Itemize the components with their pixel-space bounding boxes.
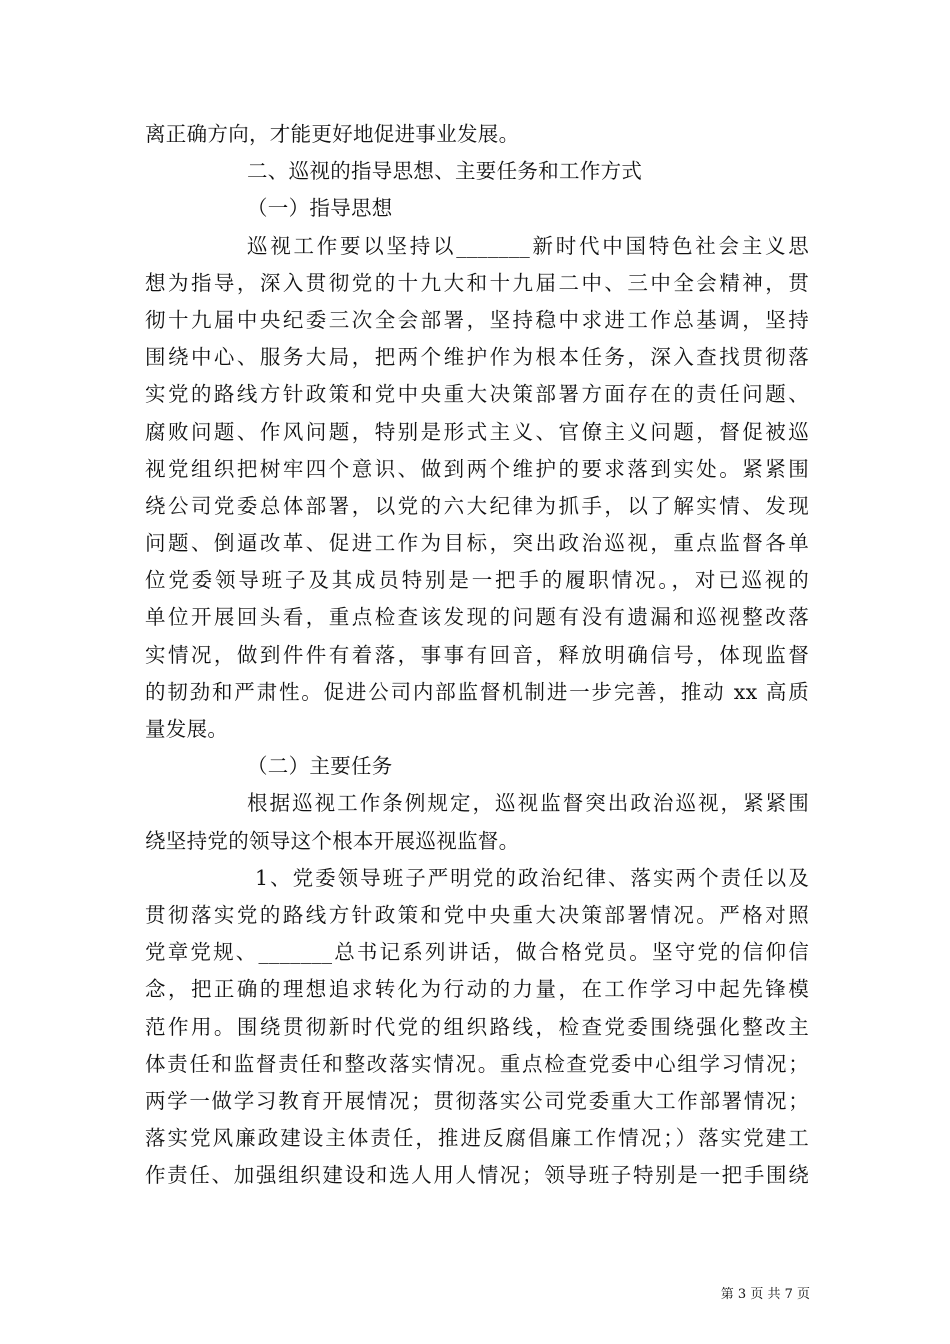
body-line: 围绕中心、服务大局，把两个维护作为根本任务，深入查找贯彻落 bbox=[145, 345, 809, 370]
body-line: 作责任、加强组织建设和选人用人情况；领导班子特别是一把手围绕 bbox=[145, 1163, 809, 1188]
body-line: 根据巡视工作条例规定，巡视监督突出政治巡视，紧紧围 bbox=[247, 791, 809, 816]
section-heading: 二、巡视的指导思想、主要任务和工作方式 bbox=[247, 159, 643, 184]
body-line: 绕坚持党的领导这个根本开展巡视监督。 bbox=[145, 828, 520, 853]
list-item: 1、党委领导班子严明党的政治纪律、落实两个责任以及 bbox=[255, 865, 809, 890]
body-line: 视党组织把树牢四个意识、做到两个维护的要求落到实处。紧紧围 bbox=[145, 456, 809, 481]
body-line: 贯彻落实党的路线方针政策和党中央重大决策部署情况。严格对照 bbox=[145, 902, 809, 927]
body-line: 位党委领导班子及其成员特别是一把手的履职情况。，对已巡视的 bbox=[145, 568, 809, 593]
body-line: 想为指导，深入贯彻党的十九大和十九届二中、三中全会精神，贯 bbox=[145, 270, 809, 295]
page-number: 第 3 页 共 7 页 bbox=[720, 1287, 810, 1302]
body-line: 范作用。围绕贯彻新时代党的组织路线，检查党委围绕强化整改主 bbox=[145, 1014, 809, 1039]
body-line: 念，把正确的理想追求转化为行动的力量，在工作学习中起先锋模 bbox=[145, 977, 809, 1002]
body-line: 两学一做学习教育开展情况；贯彻落实公司党委重大工作部署情况； bbox=[145, 1088, 809, 1113]
body-line: 离正确方向，才能更好地促进事业发展。 bbox=[145, 122, 520, 146]
body-line: 问题、倒逼改革、促进工作为目标，突出政治巡视，重点监督各单 bbox=[145, 531, 809, 556]
body-line: 单位开展回头看，重点检查该发现的问题有没有遗漏和巡视整改落 bbox=[145, 605, 809, 630]
body-line: 彻十九届中央纪委三次全会部署，坚持稳中求进工作总基调，坚持 bbox=[145, 307, 809, 332]
body-line: 绕公司党委总体部署，以党的六大纪律为抓手，以了解实情、发现 bbox=[145, 493, 809, 518]
subsection-heading: （一）指导思想 bbox=[247, 196, 393, 221]
body-line: 巡视工作要以坚持以_______新时代中国特色社会主义思 bbox=[247, 233, 809, 258]
body-line: 的韧劲和严肃性。促进公司内部监督机制进一步完善，推动 xx 高质 bbox=[145, 679, 809, 704]
body-line: 体责任和监督责任和整改落实情况。重点检查党委中心组学习情况； bbox=[145, 1051, 809, 1076]
body-line: 腐败问题、作风问题，特别是形式主义、官僚主义问题，督促被巡 bbox=[145, 419, 809, 444]
body-line: 党章党规、_______总书记系列讲话，做合格党员。坚守党的信仰信 bbox=[145, 940, 809, 965]
body-line: 落实党风廉政建设主体责任，推进反腐倡廉工作情况；）落实党建工 bbox=[145, 1126, 809, 1151]
body-line: 量发展。 bbox=[145, 717, 229, 741]
body-line: 实情况，做到件件有着落，事事有回音，释放明确信号，体现监督 bbox=[145, 642, 809, 667]
body-line: 实党的路线方针政策和党中央重大决策部署方面存在的责任问题、 bbox=[145, 382, 809, 407]
subsection-heading: （二）主要任务 bbox=[247, 754, 393, 779]
document-body bbox=[145, 116, 809, 1194]
